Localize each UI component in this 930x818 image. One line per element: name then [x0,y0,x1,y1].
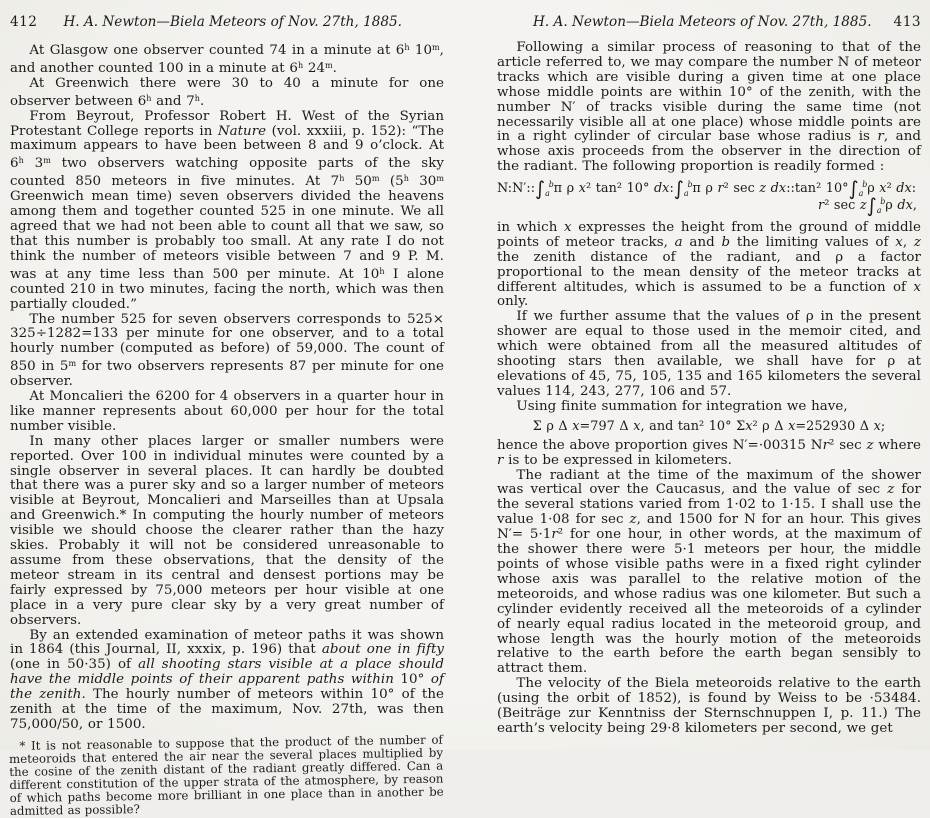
paragraph: If we further assume that the values of ρ in the present shower are equal to those used in the memoir cited, and which were obtained from all the measured altitudes of shooting stars then available, we shall have for ρ at elevations of 45, 75, 105, 135 and 165 kilometers the several values 114, 243, 277, 106 and 57. [497,309,921,399]
paragraph: Using finite summation for integration we have, [516,398,848,414]
paragraph: From Beyrout, Professor Robert H. West of the Syrian Protestant College reports in Nature (vol. xxxiii, p. 152): “The maximum appears to have been between 8 and 9 o’clock. At 6$^h$ 3$^m$ two observers watching opposite parts of the sky counted 850 meteors in five minutes. At 7$^h$ 50$^m$ (5$^h$ 30$^m$ Greenwich mean time) seven observers divided the heavens among them and together counted 525 in one minute. We all agreed that we had not been able to count all that we saw, so that this number is probably too small. At any rate I do not think the number of meteors visible between 7 and 9 P. M. was at any time less than 500 per minute. At 10$^h$ I alone counted 210 in two minutes, facing the north, which was then partially clouded.” [10,108,444,312]
formula-line: Σ ρ Δ x=797 Δ x, and tan² 10° Σx² ρ Δ x=252930 Δ x; [532,418,886,434]
running-head-left [10,0,444,30]
running-title-right: H. A. Newton—Biela Meteors of Nov. 27th, 1885. [533,14,872,30]
page-number-left: 412 [10,14,38,30]
integral-sign: ∫ [848,177,859,201]
integral-limits: b a [858,180,868,198]
paragraph: in which x expresses the height from the ground of middle points of meteor tracks, a and b the limiting values of x, z the zenith distance of the radiant, and ρ a factor proportional to the mean density of the meteor tracks at different altitudes, which is assumed to be a function of x only. [497,219,921,310]
page-right [497,0,921,750]
page-number-right: 413 [893,14,921,30]
paragraph: The number 525 for seven observers corresponds to 525× 325÷1282=133 per minute for one observer, and to a total hourly number (computed as before) of 59,000. The count of 850 in 5$^m$ for two observers represents 87 per minute for one observer. [10,311,444,390]
running-head-right [497,0,921,30]
integral-limits: b a [545,180,554,198]
integral-sign: ∫ [673,177,684,201]
paragraph: At Moncalieri the 6200 for 4 observers in a quarter hour in like manner represents about 60,000 per hour for the total number visible. [10,389,444,434]
integral-sign: ∫ [866,193,877,217]
paragraph: At Greenwich there were 30 to 40 a minute for one observer between 6$^h$ and 7$^h$. [10,75,444,109]
page-body-right [497,41,921,737]
integral-sign: ∫ [535,177,546,201]
formula-line: N:N′::∫ b a π ρ x² tan² 10° dx:∫ b a π ρ r² sec z dx::tan² 10°∫ b a ρ x² dx: [497,177,917,201]
paragraph: By an extended examination of meteor paths it was shown in 1864 (this Journal, II, xxxix, p. 196) that about one in fifty (one in 50·35) of all shooting stars visible at a place should have the middle points of their apparent paths within 10° of the zenith. The hourly number of meteors within 10° of the zenith at the time of the maximum, Nov. 27th, was then 75,000/50, or 1500. [10,627,444,732]
integral-limits: b a [876,197,886,215]
paragraph: Following a similar process of reasoning to that of the article referred to, we may compare the number N of meteor tracks which are visible during a given time at one place whose middle points are within 10° of the zenith, with the number N′ of tracks visible during the same time (not necessarily visible all at one place) whose middle points are in a right cylinder of circular base whose radius is r, and whose axis proceeds from the observer in the direction of the radiant. The following proportion is readily formed : [497,40,921,175]
running-title-left: H. A. Newton—Biela Meteors of Nov. 27th, 1885. [63,14,402,30]
footnote: * It is not reasonable to suppose that the product of the number of meteoroids that entered the air near the several places multiplied by the cosine of the zenith distant of the radiant greatly differed. Can a different constitution of the upper strata of the atmosphere, by reason of which paths become more brilliant in one place than in another be admitted as possible? [9,732,444,818]
page-left [9,0,444,818]
paragraph: The velocity of the Biela meteoroids relative to the earth (using the orbit of 1852), is found by Weiss to be ·53484. (Beiträge zur Kenntniss der Sternschnuppen I, p. 11.) The earth’s velocity being 29·8 kilometers per second, we get [497,676,921,736]
paragraph: At Glasgow one observer counted 74 in a minute at 6$^h$ 10$^m$, and another counted 100 in a minute at 6$^h$ 24$^m$. [10,43,444,76]
formula-line: r² sec z∫ b a ρ dx, [818,193,917,217]
page-body-left [10,41,444,818]
paragraph: The radiant at the time of the maximum of the shower was vertical over the Caucasus, and the value of sec z for the several stations varied from 1·02 to 1·15. I shall use the value 1·08 for sec z, and 1500 for N for an hour. This gives N′= 5·1r² for one hour, in other words, at the maximum of the shower there were 5·1 meteors per hour, the middle points of whose visible paths were in a fixed right cylinder whose axis was parallel to the relative motion of the meteoroids, and whose radius was one kilometer. But such a cylinder evidently received all the meteoroids of a cylinder of nearly equal radius located in the meteoroid group, and whose length was the hourly motion of the meteoroids relative to the earth before the earth began sensibly to attract them. [497,467,922,677]
paragraph: In many other places larger or smaller numbers were reported. Over 100 in individual minutes were counted by a single observer in several places. It can hardly be doubted that there was a purer sky and so a larger number of meteors visible at Beyrout, Moncalieri and Marseilles than at Upsala and Greenwich.* In computing the hourly number of meteors visible we should choose the clearer rather than the hazy skies. Probably it will not be considered unreasonable to assume from these observations, that the density of the meteor stream in its central and densest portions may be fairly expressed by 75,000 meteors per hour visible at one place in a very pure clear sky by a very great number of observers. [10,433,444,628]
paragraph: hence the above proportion gives N′=·00315 Nr² sec z where r is to be expressed in kilometers. [497,437,922,468]
integral-limits: b a [683,180,693,198]
